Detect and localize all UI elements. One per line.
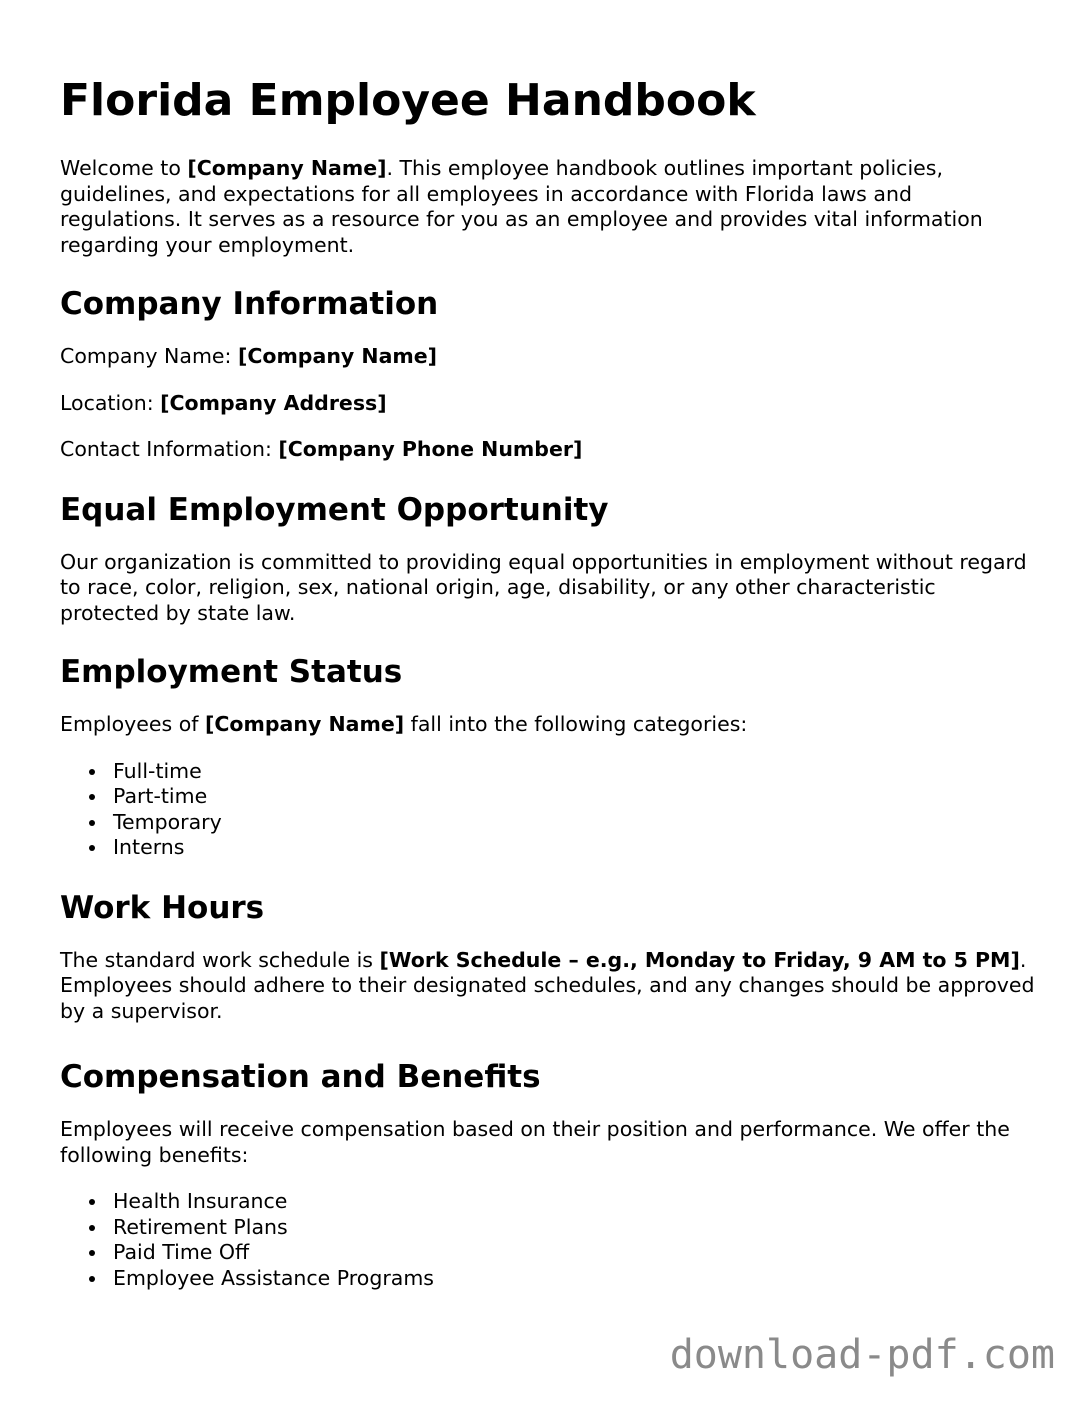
contact-label: Contact Information: [60, 437, 279, 461]
work-hours-before: The standard work schedule is [60, 947, 380, 972]
location-label: Location: [60, 390, 161, 415]
watermark: download-pdf.com [669, 1332, 1055, 1378]
work-hours-paragraph [60, 948, 1035, 1025]
contact-value: [Company Phone Number] [278, 437, 583, 461]
employment-status-before: Employees of [60, 712, 206, 736]
company-info-heading: Company Information [60, 286, 439, 322]
list-item: Full-time [113, 759, 1035, 785]
employment-status-heading: Employment Status [60, 654, 403, 690]
list-item: Employee Assistance Programs [113, 1266, 1035, 1292]
list-item: Paid Time Off [113, 1240, 1035, 1266]
company-name-line [60, 344, 1035, 370]
location-line [60, 391, 1035, 417]
employment-status-after: fall into the following categories: [404, 712, 748, 736]
list-item: Retirement Plans [113, 1215, 1035, 1241]
eeo-heading: Equal Employment Opportunity [60, 491, 609, 528]
employment-status-company: [Company Name] [205, 712, 405, 736]
intro-text-before: Welcome to [60, 156, 188, 180]
work-hours-after: . Employees should adhere to their designated schedules, and any changes should be approved by a supervisor. [60, 947, 1035, 1023]
work-schedule-placeholder: [Work Schedule – e.g., Monday to Friday, 9 AM to 5 PM] [379, 947, 1020, 972]
intro-paragraph [60, 156, 1035, 258]
eeo-paragraph: Our organization is committed to providing equal opportunities in employment without regard to race, color, religion, sex, national origin, age, disability, or any other characteristic protected by state law. [60, 549, 1027, 625]
document-page [60, 72, 1035, 1318]
list-item: Health Insurance [113, 1189, 1035, 1215]
benefits-list [60, 1189, 1035, 1291]
intro-text-after: . This employee handbook outlines important policies, guidelines, and expectations for all employees in accordance with Florida laws and regulations. It serves as a resource for you as an employee and provides vital information regarding your employment. [60, 156, 983, 257]
location-value: [Company Address] [160, 390, 387, 415]
company-name-label: Company Name: [60, 344, 238, 368]
compensation-paragraph: Employees will receive compensation based on their position and performance. We offer the following benefits: [60, 1117, 1010, 1167]
intro-company-placeholder: [Company Name] [187, 156, 387, 180]
list-item: Part-time [113, 784, 1035, 810]
list-item: Interns [113, 835, 1035, 861]
work-hours-heading: Work Hours [60, 889, 265, 926]
compensation-heading: Compensation and Benefits [60, 1059, 541, 1095]
company-name-value: [Company Name] [237, 344, 438, 368]
page-title: Florida Employee Handbook [60, 75, 756, 126]
employment-categories-list [60, 759, 1035, 861]
contact-line [60, 437, 1035, 463]
list-item: Temporary [113, 810, 1035, 836]
employment-status-paragraph [60, 712, 1035, 738]
